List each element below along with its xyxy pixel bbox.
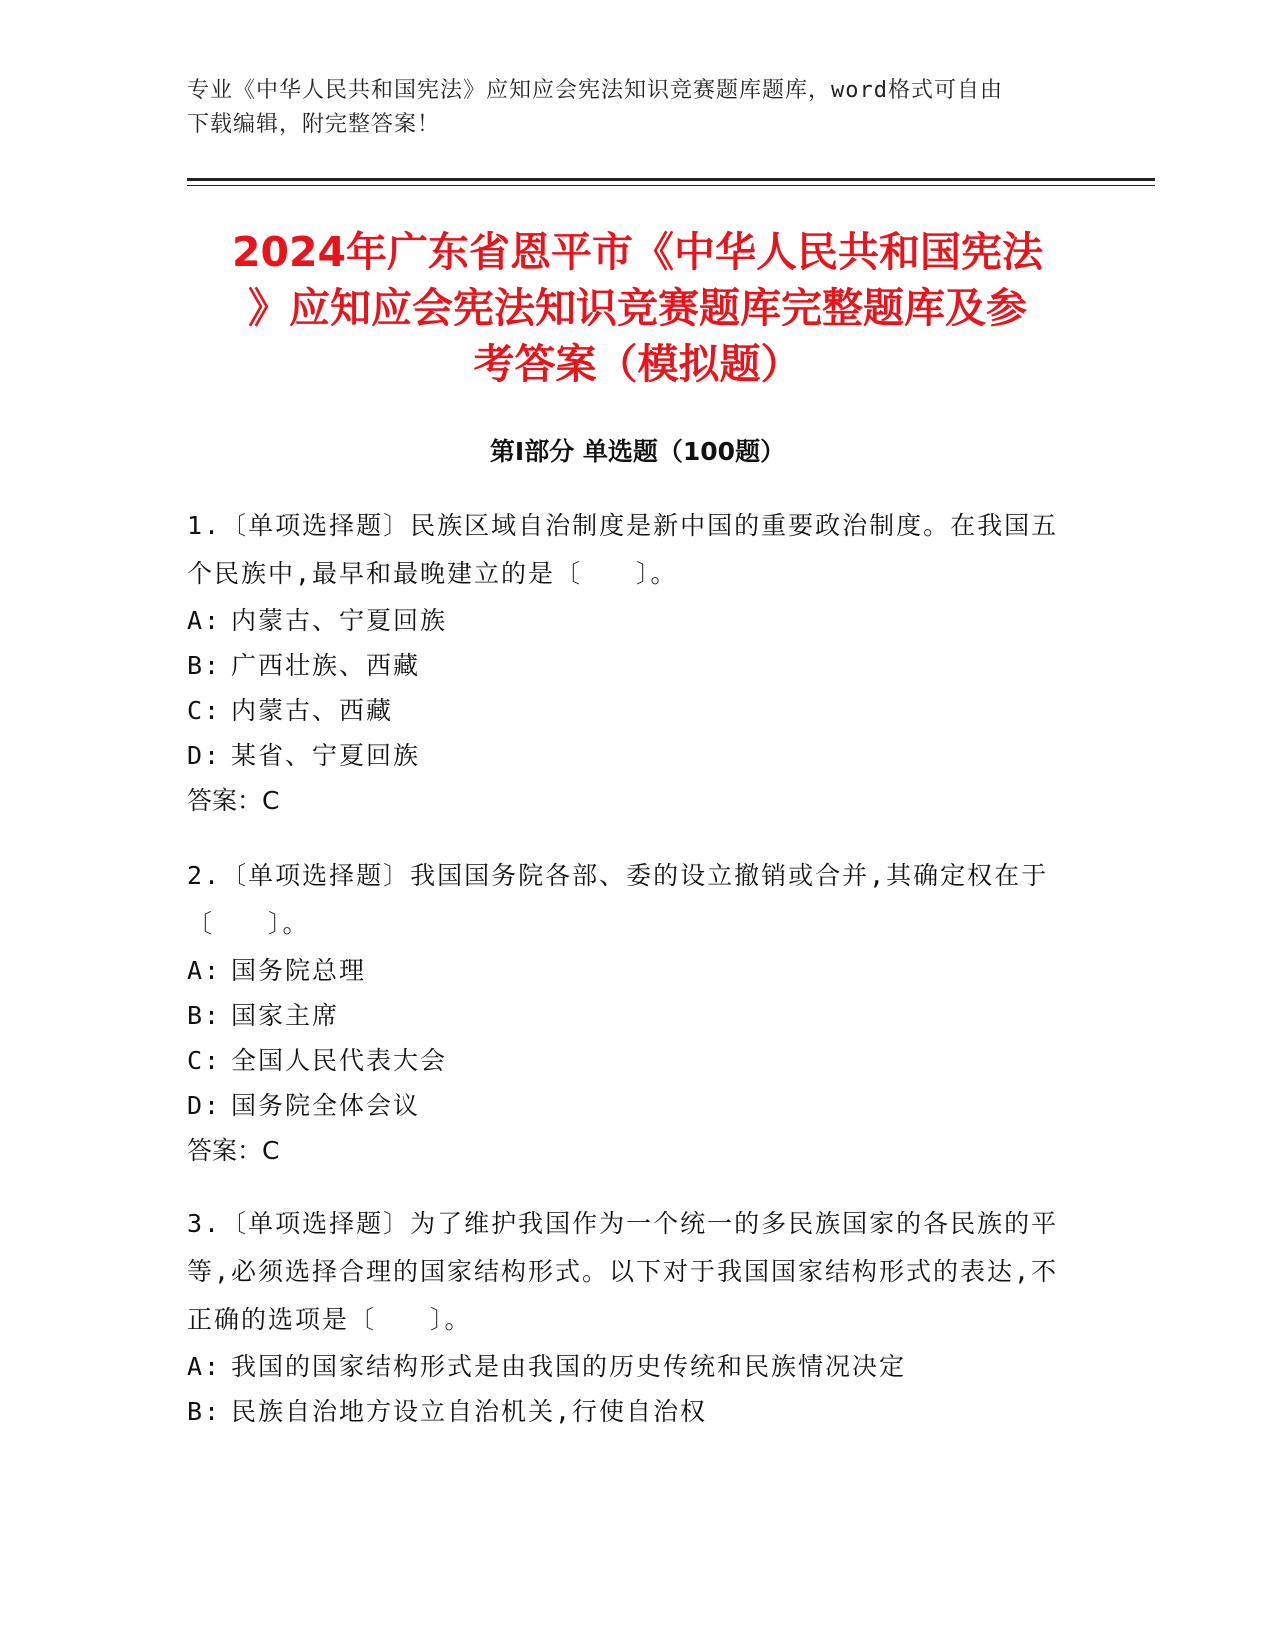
option-c [187, 688, 1067, 733]
option-a [187, 948, 1067, 993]
option-key: A: [187, 956, 222, 985]
option-text: 国务院总理 [231, 956, 367, 985]
option-text: 全国人民代表大会 [231, 1046, 448, 1075]
option-text: 国务院全体会议 [231, 1091, 421, 1120]
title-line-1: 2024年广东省恩平市《中华人民共和国宪法 [231, 228, 1044, 276]
option-key: D: [187, 741, 222, 770]
header-divider-thick [187, 178, 1155, 181]
question-stem: 1.〔单项选择题〕民族区域自治制度是新中国的重要政治制度。在我国五个民族中,最早和最晚建立的是〔 〕。 [187, 511, 1059, 588]
question-3 [187, 1200, 1067, 1434]
option-key: C: [187, 696, 222, 725]
answer-text: 答案：C [187, 1136, 280, 1165]
header-divider-thin [187, 185, 1155, 186]
title-line-3: 考答案（模拟题） [473, 340, 802, 388]
option-key: B: [187, 1001, 222, 1030]
option-b [187, 643, 1067, 688]
option-text: 广西壮族、西藏 [231, 651, 421, 680]
title-line-2: 》应知应会宪法知识竞赛题库完整题库及参 [248, 284, 1027, 332]
option-text: 内蒙古、西藏 [231, 696, 394, 725]
option-key: D: [187, 1091, 222, 1120]
option-key: B: [187, 1397, 222, 1426]
document-title [170, 224, 1105, 392]
section-heading: 第Ⅰ部分 单选题（100题） [489, 437, 786, 466]
header-note-line-2: 下载编辑，附完整答案！ [187, 112, 441, 137]
option-text: 民族自治地方设立自治机关,行使自治权 [231, 1397, 708, 1426]
option-b [187, 1389, 1067, 1434]
option-text: 内蒙古、宁夏回族 [231, 606, 448, 635]
option-text: 国家主席 [231, 1001, 340, 1030]
option-a [187, 598, 1067, 643]
header-note [187, 74, 1087, 142]
option-d [187, 733, 1067, 778]
question-stem: 2.〔单项选择题〕我国国务院各部、委的设立撤销或合并,其确定权在于〔 〕。 [187, 861, 1049, 938]
option-key: A: [187, 606, 222, 635]
option-key: A: [187, 1352, 222, 1381]
question-1 [187, 502, 1067, 824]
option-a [187, 1344, 1067, 1389]
question-2 [187, 852, 1067, 1174]
answer-text: 答案：C [187, 786, 280, 815]
option-b [187, 993, 1067, 1038]
option-c [187, 1038, 1067, 1083]
option-text: 某省、宁夏回族 [231, 741, 421, 770]
option-key: B: [187, 651, 222, 680]
option-key: C: [187, 1046, 222, 1075]
header-note-line-1: 专业《中华人民共和国宪法》应知应会宪法知识竞赛题库题库，word格式可自由 [187, 78, 1003, 103]
question-stem: 3.〔单项选择题〕为了维护我国作为一个统一的多民族国家的各民族的平等,必须选择合理的国家结构形式。以下对于我国国家结构形式的表达,不正确的选项是〔 〕。 [187, 1209, 1059, 1334]
option-d [187, 1083, 1067, 1128]
option-text: 我国的国家结构形式是由我国的历史传统和民族情况决定 [231, 1352, 907, 1381]
